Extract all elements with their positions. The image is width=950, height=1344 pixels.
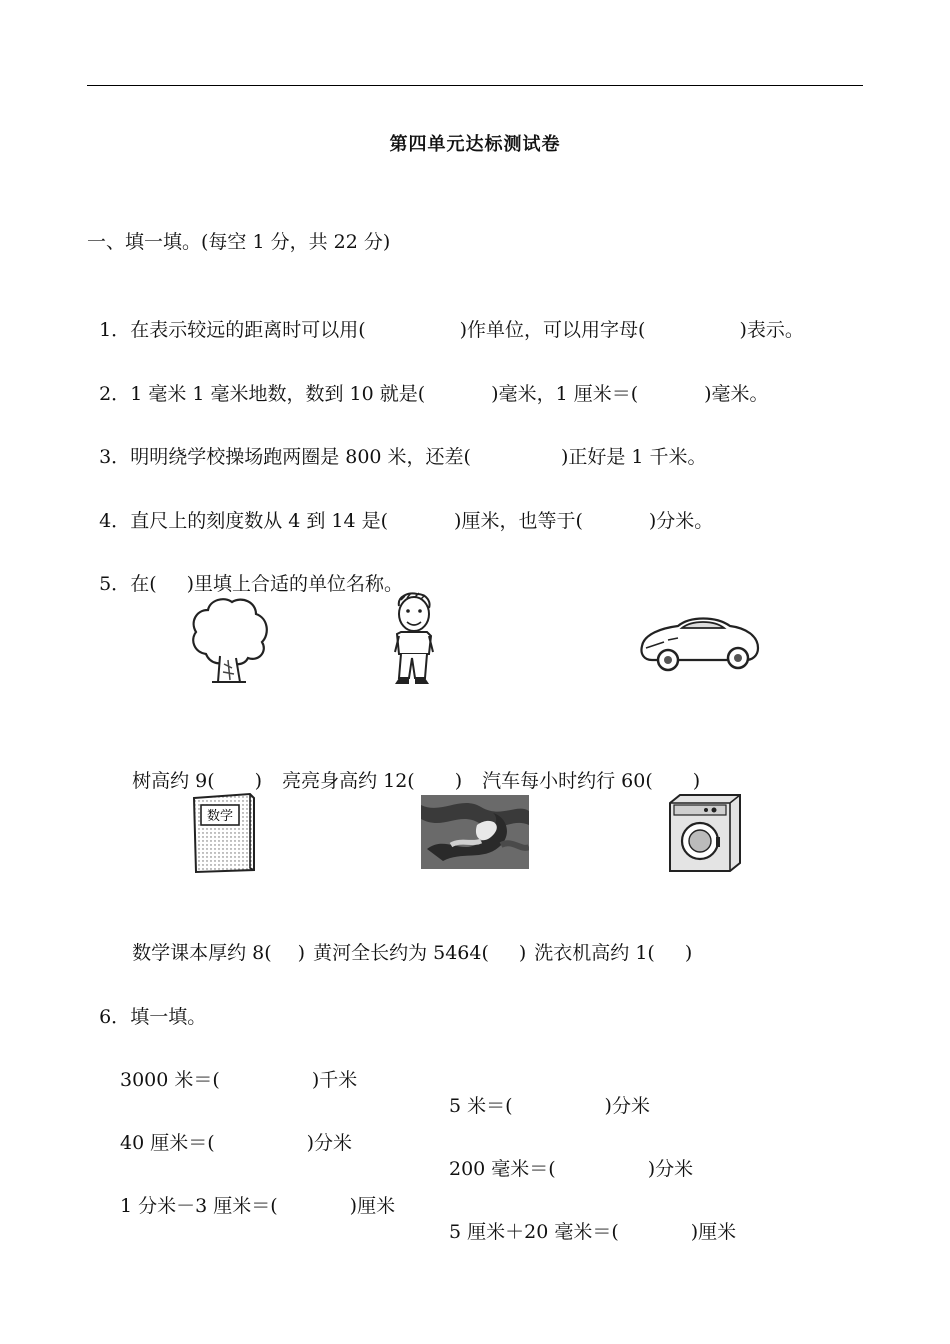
header-rule	[87, 85, 863, 86]
question-4: 4．直尺上的刻度数从 4 到 14 是( )厘米，也等于( )分米。	[99, 510, 714, 532]
page-title: 第四单元达标测试卷	[389, 134, 561, 155]
question-3: 3．明明绕学校操场跑两圈是 800 米，还差( )正好是 1 千米。	[99, 446, 707, 468]
conversion-row: 3000 米＝( )千米 5 米＝( )分米	[120, 1069, 650, 1117]
question-2: 2．1 毫米 1 毫米地数，数到 10 就是( )毫米，1 厘米＝( )毫米。	[99, 383, 769, 405]
question-6: 6．填一填。	[99, 1006, 207, 1028]
yellow-river-image	[421, 795, 529, 869]
conversion-row: 1 分米－3 厘米＝( )厘米 5 厘米＋20 毫米＝( )厘米	[120, 1195, 737, 1243]
tree-illustration	[188, 596, 270, 686]
car-illustration	[638, 612, 762, 674]
math-book-illustration	[190, 792, 260, 874]
question-5-row-1: 树高约 9( ) 亮亮身高约 12( ) 汽车每小时约行 60( )	[132, 770, 701, 792]
question-1: 1．在表示较远的距离时可以用( )作单位，可以用字母( )表示。	[99, 319, 804, 341]
book-label: 数学	[206, 809, 234, 824]
question-5-row-2: 数学课本厚约 8( ) 黄河全长约为 5464( ) 洗衣机高约 1( )	[132, 942, 693, 964]
question-5: 5．在( )里填上合适的单位名称。	[99, 573, 404, 595]
section-heading: 一、填一填。(每空 1 分，共 22 分)	[87, 231, 391, 253]
conversion-row: 40 厘米＝( )分米 200 毫米＝( )分米	[120, 1132, 694, 1180]
washing-machine-illustration	[666, 793, 744, 873]
boy-illustration	[387, 592, 437, 696]
